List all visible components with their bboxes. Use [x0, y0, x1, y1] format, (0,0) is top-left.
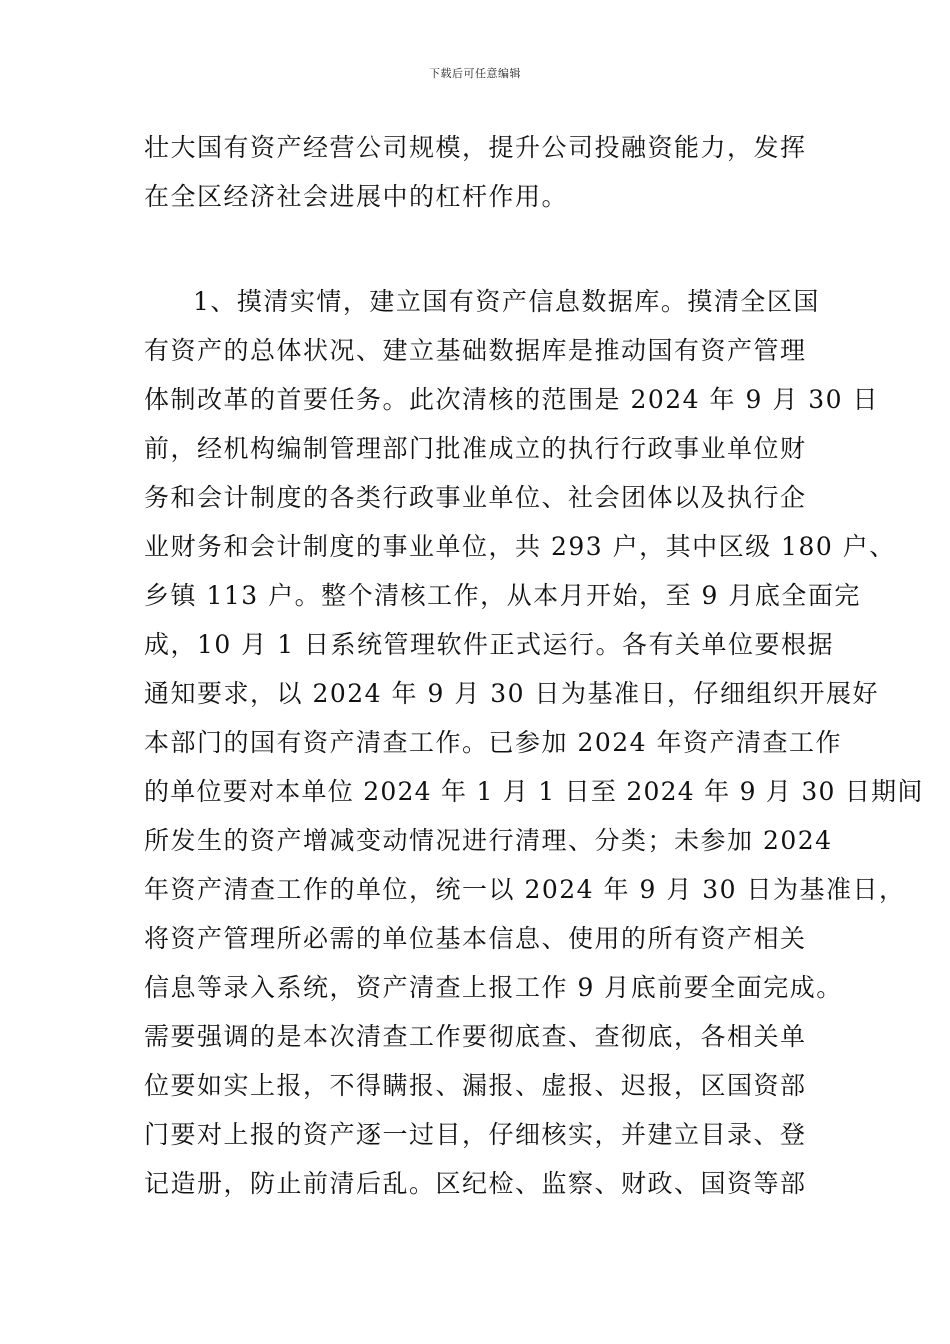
paragraph-2-line-9: 通知要求，以 2024 年 9 月 30 日为基准日，仔细组织开展好 [144, 679, 880, 708]
paragraph-2-line-16: 需要强调的是本次清查工作要彻底查、查彻底，各相关单 [144, 1022, 807, 1051]
paragraph-2-line-8: 成，10 月 1 日系统管理软件正式运行。各有关单位要根据 [144, 630, 835, 659]
paragraph-2-line-11: 的单位要对本单位 2024 年 1 月 1 日至 2024 年 9 月 30 日期间 [144, 777, 924, 806]
paragraph-2-line-12: 所发生的资产增减变动情况进行清理、分类；未参加 2024 [144, 826, 833, 855]
paragraph-2-line-5: 务和会计制度的各类行政事业单位、社会团体以及执行企 [144, 483, 807, 512]
paragraph-2-line-15: 信息等录入系统，资产清查上报工作 9 月底前要全面完成。 [144, 973, 843, 1002]
paragraph-2-line-3: 体制改革的首要任务。此次清核的范围是 2024 年 9 月 30 日 [144, 385, 880, 414]
paragraph-2-line-17: 位要如实上报，不得瞒报、漏报、虚报、迟报，区国资部 [144, 1071, 807, 1100]
paragraph-1-line-2: 在全区经济社会进展中的杠杆作用。 [144, 182, 569, 211]
paragraph-2-line-18: 门要对上报的资产逐一过目，仔细核实，并建立目录、登 [144, 1120, 807, 1149]
paragraph-2-line-19: 记造册，防止前清后乱。区纪检、监察、财政、国资等部 [144, 1169, 807, 1198]
header-note: 下载后可任意编辑 [429, 67, 521, 80]
paragraph-2-line-6: 业财务和会计制度的事业单位，共 293 户，其中区级 180 户、 [144, 532, 896, 561]
paragraph-2-line-13: 年资产清查工作的单位，统一以 2024 年 9 月 30 日为基准日， [144, 875, 906, 904]
paragraph-2-line-7: 乡镇 113 户。整个清核工作，从本月开始，至 9 月底全面完 [144, 581, 861, 610]
paragraph-2-line-2: 有资产的总体状况、建立基础数据库是推动国有资产管理 [144, 336, 807, 365]
paragraph-2-line-10: 本部门的国有资产清查工作。已参加 2024 年资产清查工作 [144, 728, 843, 757]
paragraph-1-line-1: 壮大国有资产经营公司规模，提升公司投融资能力，发挥 [144, 133, 807, 162]
paragraph-2-line-1: 1、摸清实情，建立国有资产信息数据库。摸清全区国 [193, 287, 820, 316]
paragraph-2-line-4: 前，经机构编制管理部门批准成立的执行行政事业单位财 [144, 434, 807, 463]
paragraph-2-line-14: 将资产管理所必需的单位基本信息、使用的所有资产相关 [144, 924, 807, 953]
